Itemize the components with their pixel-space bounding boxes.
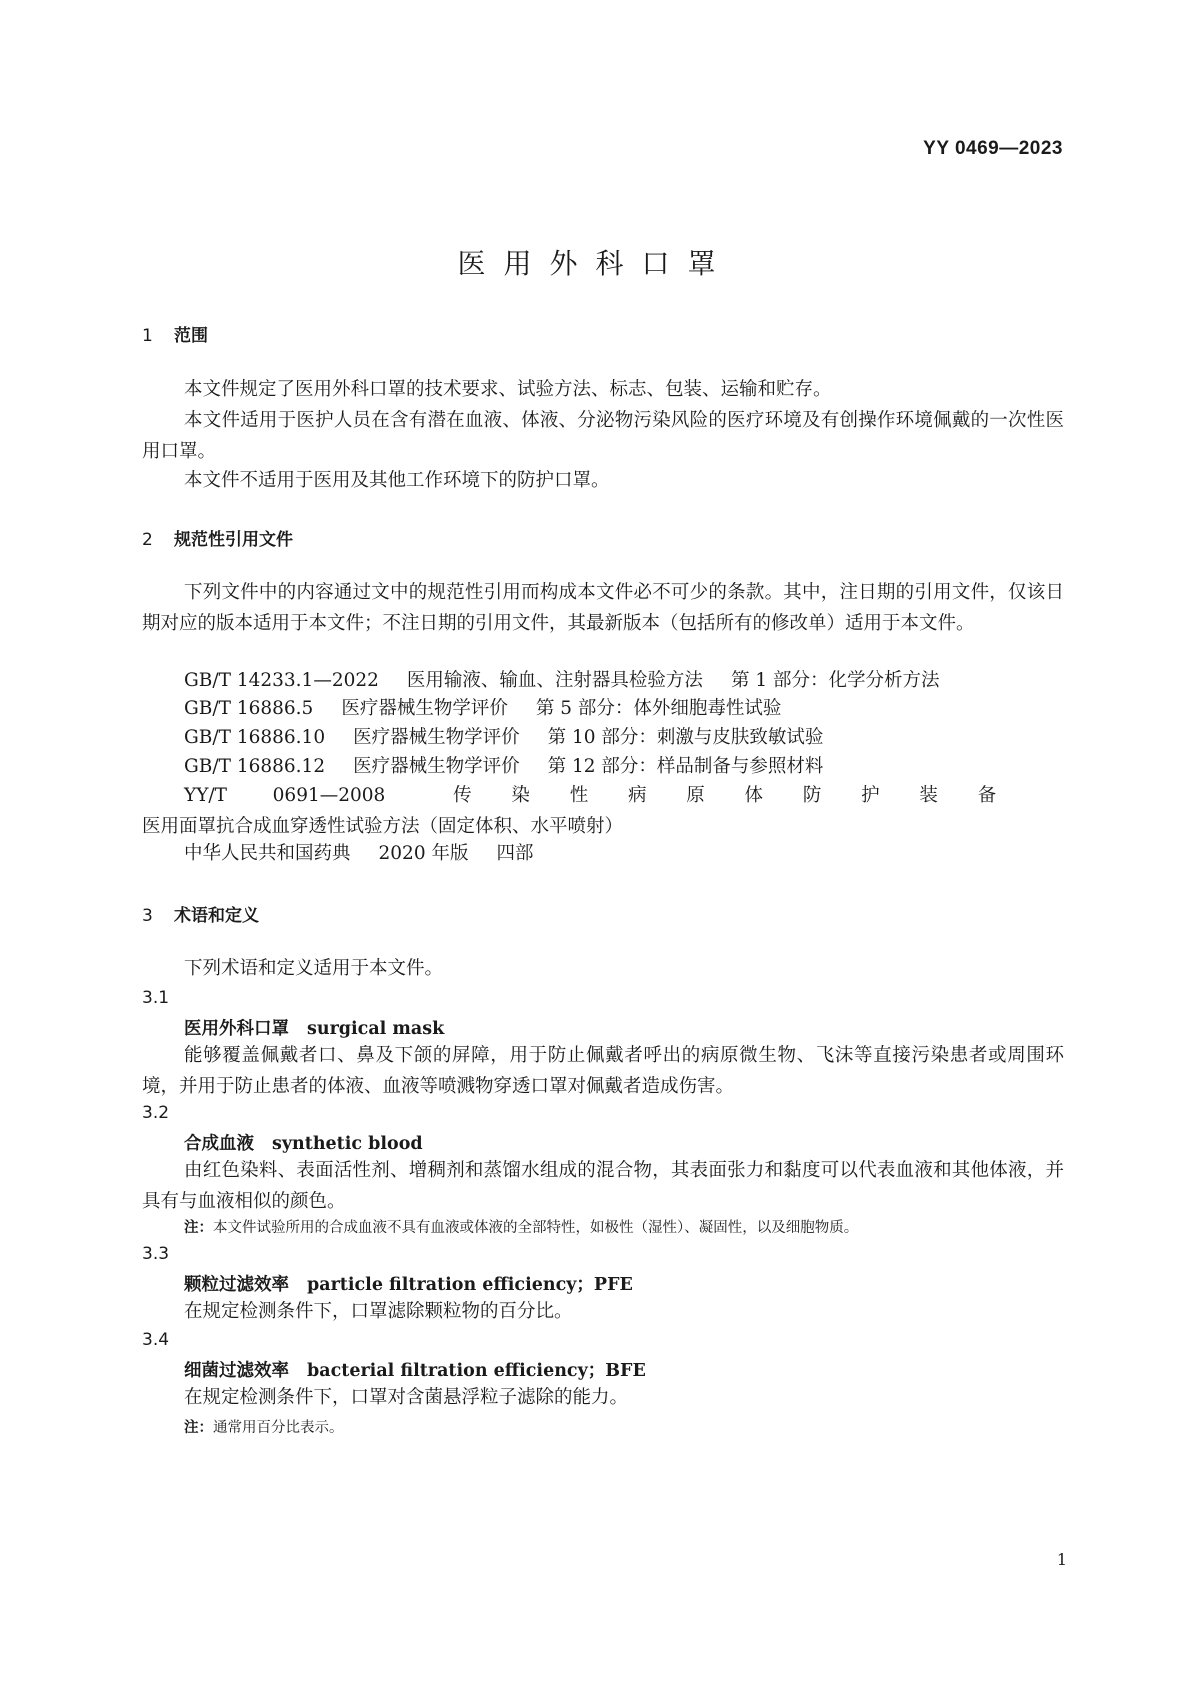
- reference-item: [184, 665, 939, 696]
- note-label: 注：: [184, 1420, 213, 1436]
- reference-code: GB/T 16886.10: [184, 727, 326, 748]
- reference-item: [142, 780, 1064, 842]
- reference-code: GB/T 16886.5: [184, 698, 314, 719]
- reference-code: 中华人民共和国药典: [184, 843, 351, 864]
- term-definition: 由红色染料、表面活性剂、增稠剂和蒸馏水组成的混合物，其表面张力和黏度可以代表血液和其他体液，并具有与血液相似的颜色。: [142, 1160, 1064, 1212]
- term-en: surgical mask: [307, 1019, 445, 1039]
- term-en: synthetic blood: [272, 1134, 423, 1154]
- page-number: 1: [1056, 1550, 1067, 1569]
- paragraph: 下列术语和定义适用于本文件。: [184, 958, 444, 979]
- reference-code: GB/T 14233.1—2022: [184, 670, 379, 691]
- paragraph: 本文件不适用于医用及其他工作环境下的防护口罩。: [184, 470, 610, 491]
- term-zh: 合成血液: [184, 1134, 254, 1154]
- term-heading: [184, 1130, 423, 1155]
- term-number: 3.2: [142, 1103, 170, 1123]
- document-title: 医用外科口罩: [457, 247, 734, 280]
- reference-title: 传染性病原体防护装备: [413, 785, 1036, 806]
- note-label: 注：: [184, 1220, 213, 1236]
- reference-code: GB/T 16886.12: [184, 756, 326, 777]
- term-en: particle filtration efficiency；PFE: [307, 1275, 633, 1295]
- reference-item: [184, 751, 823, 782]
- section-3-heading: [142, 901, 259, 926]
- term-zh: 医用外科口罩: [184, 1019, 289, 1039]
- reference-part: 第 10 部分：刺激与皮肤致敏试验: [547, 727, 824, 748]
- term-number: 3.1: [142, 988, 170, 1008]
- term-heading: [184, 1357, 646, 1382]
- term-zh: 颗粒过滤效率: [184, 1275, 289, 1295]
- term-heading: [184, 1015, 444, 1040]
- paragraph: 下列文件中的内容通过文中的规范性引用而构成本文件必不可少的条款。其中，注日期的引用文件，仅该日期对应的版本适用于本文件；不注日期的引用文件，其最新版本（包括所有的修改单）适用于本文件。: [142, 582, 1064, 634]
- term-number: 3.4: [142, 1330, 170, 1350]
- paragraph: 本文件适用于医护人员在含有潜在血液、体液、分泌物污染风险的医疗环境及有创操作环境佩戴的一次性医用口罩。: [142, 410, 1064, 462]
- term-definition: 在规定检测条件下，口罩滤除颗粒物的百分比。: [184, 1301, 573, 1322]
- section-number: 1: [142, 326, 153, 346]
- reference-part: 第 5 部分：体外细胞毒性试验: [535, 698, 782, 719]
- reference-part: 医用面罩抗合成血穿透性试验方法（固定体积、水平喷射）: [142, 816, 624, 837]
- term-definition: 在规定检测条件下，口罩对含菌悬浮粒子滤除的能力。: [184, 1387, 629, 1408]
- reference-title: 2020 年版: [378, 843, 469, 864]
- term-definition: 能够覆盖佩戴者口、鼻及下颌的屏障，用于防止佩戴者呼出的病原微生物、飞沫等直接污染患者或周围环境，并用于防止患者的体液、血液等喷溅物穿透口罩对佩戴者造成伤害。: [142, 1045, 1064, 1097]
- term-zh: 细菌过滤效率: [184, 1361, 289, 1381]
- section-title: 术语和定义: [174, 906, 259, 926]
- reference-part: 第 1 部分：化学分析方法: [730, 670, 940, 691]
- paragraph: 本文件规定了医用外科口罩的技术要求、试验方法、标志、包装、运输和贮存。: [184, 379, 832, 400]
- section-2-heading: [142, 525, 293, 550]
- section-number: 2: [142, 530, 153, 550]
- note: [184, 1216, 858, 1237]
- term-number: 3.3: [142, 1244, 170, 1264]
- note-text: 通常用百分比表示。: [213, 1420, 344, 1436]
- standard-code: YY 0469—2023: [923, 138, 1063, 159]
- note: [184, 1416, 344, 1437]
- reference-title: 医用输液、输血、注射器具检验方法: [406, 670, 703, 691]
- reference-part: 四部: [496, 843, 534, 864]
- reference-item: [184, 838, 534, 869]
- reference-title: 医疗器械生物学评价: [353, 756, 520, 777]
- reference-part: 第 12 部分：样品制备与参照材料: [547, 756, 824, 777]
- section-number: 3: [142, 906, 153, 926]
- reference-title: 医疗器械生物学评价: [353, 727, 520, 748]
- section-title: 规范性引用文件: [174, 530, 293, 550]
- note-text: 本文件试验所用的合成血液不具有血液或体液的全部特性，如极性（湿性）、凝固性，以及细胞物质。: [213, 1220, 859, 1236]
- section-title: 范围: [174, 326, 208, 346]
- reference-code: YY/T 0691—2008: [184, 785, 386, 806]
- reference-title: 医疗器械生物学评价: [341, 698, 508, 719]
- reference-item: [184, 722, 823, 753]
- term-heading: [184, 1271, 633, 1296]
- section-1-heading: [142, 321, 208, 346]
- reference-item: [184, 693, 781, 724]
- term-en: bacterial filtration efficiency；BFE: [307, 1361, 646, 1381]
